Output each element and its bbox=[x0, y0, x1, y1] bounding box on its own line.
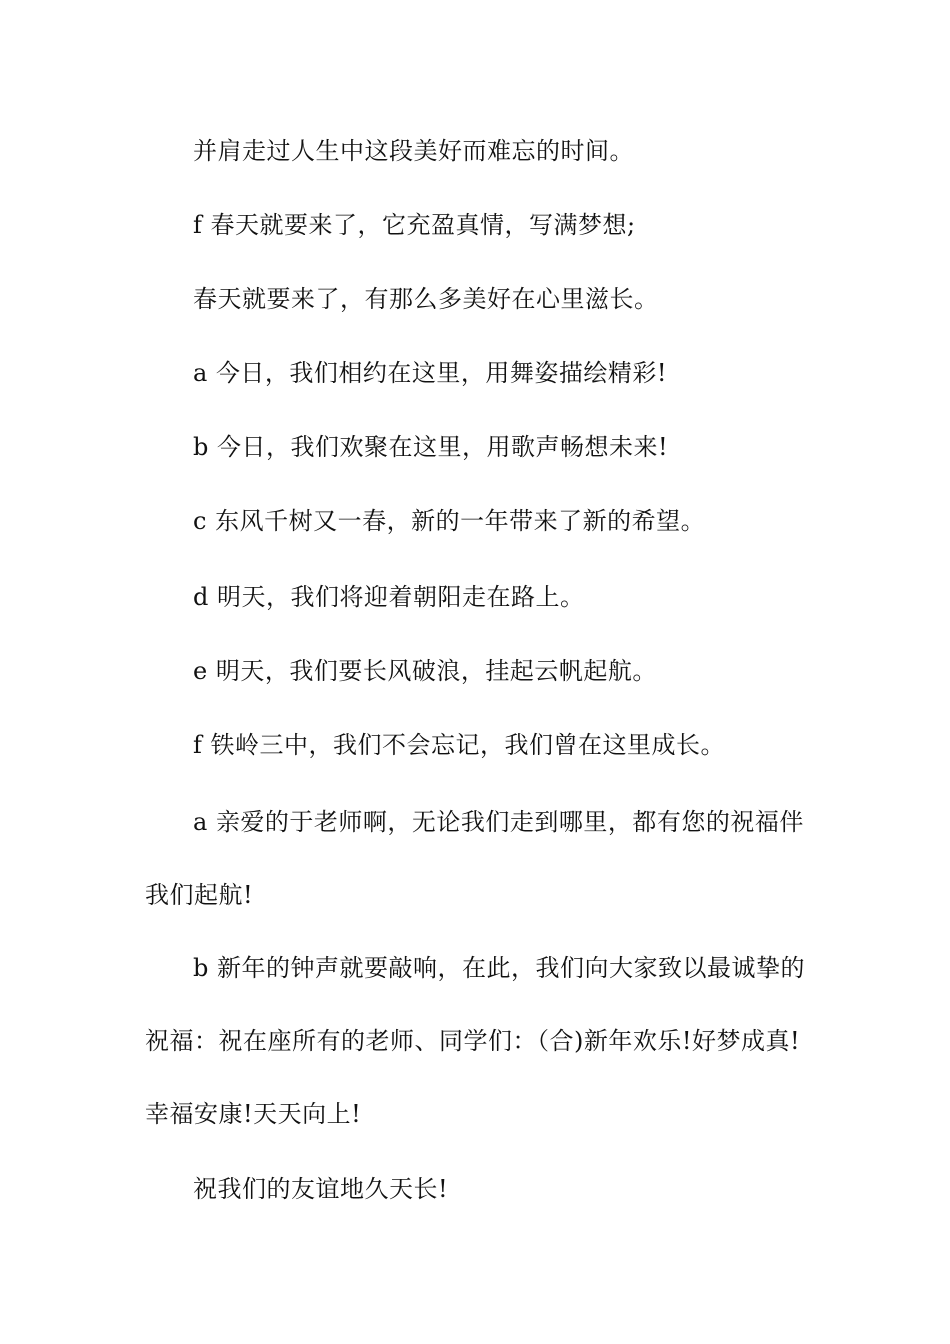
paragraph-6: c 东风千树又一春，新的一年带来了新的希望。 bbox=[193, 507, 706, 535]
paragraph-1: 并肩走过人生中这段美好而难忘的时间。 bbox=[193, 137, 634, 165]
paragraph-10: a 亲爱的于老师啊，无论我们走到哪里，都有您的祝福伴我们起航! bbox=[145, 808, 804, 909]
paragraph-11: b 新年的钟声就要敲响，在此，我们向大家致以最诚挚的祝福：祝在座所有的老师、同学们：（合)新年欢乐!好梦成真!幸福安康!天天向上! bbox=[145, 954, 805, 1128]
paragraph-2: f 春天就要来了，它充盈真情，写满梦想; bbox=[193, 211, 636, 239]
paragraph-3: 春天就要来了，有那么多美好在心里滋长。 bbox=[193, 285, 659, 313]
paragraph-9: f 铁岭三中，我们不会忘记，我们曾在这里成长。 bbox=[193, 731, 726, 759]
paragraph-4: a 今日，我们相约在这里，用舞姿描绘精彩! bbox=[193, 359, 668, 387]
paragraph-7: d 明天，我们将迎着朝阳走在路上。 bbox=[193, 583, 585, 611]
paragraph-12: 祝我们的友谊地久天长! bbox=[193, 1175, 449, 1203]
paragraph-5: b 今日，我们欢聚在这里，用歌声畅想未来! bbox=[193, 433, 669, 461]
paragraph-8: e 明天，我们要长风破浪，挂起云帆起航。 bbox=[193, 657, 657, 685]
